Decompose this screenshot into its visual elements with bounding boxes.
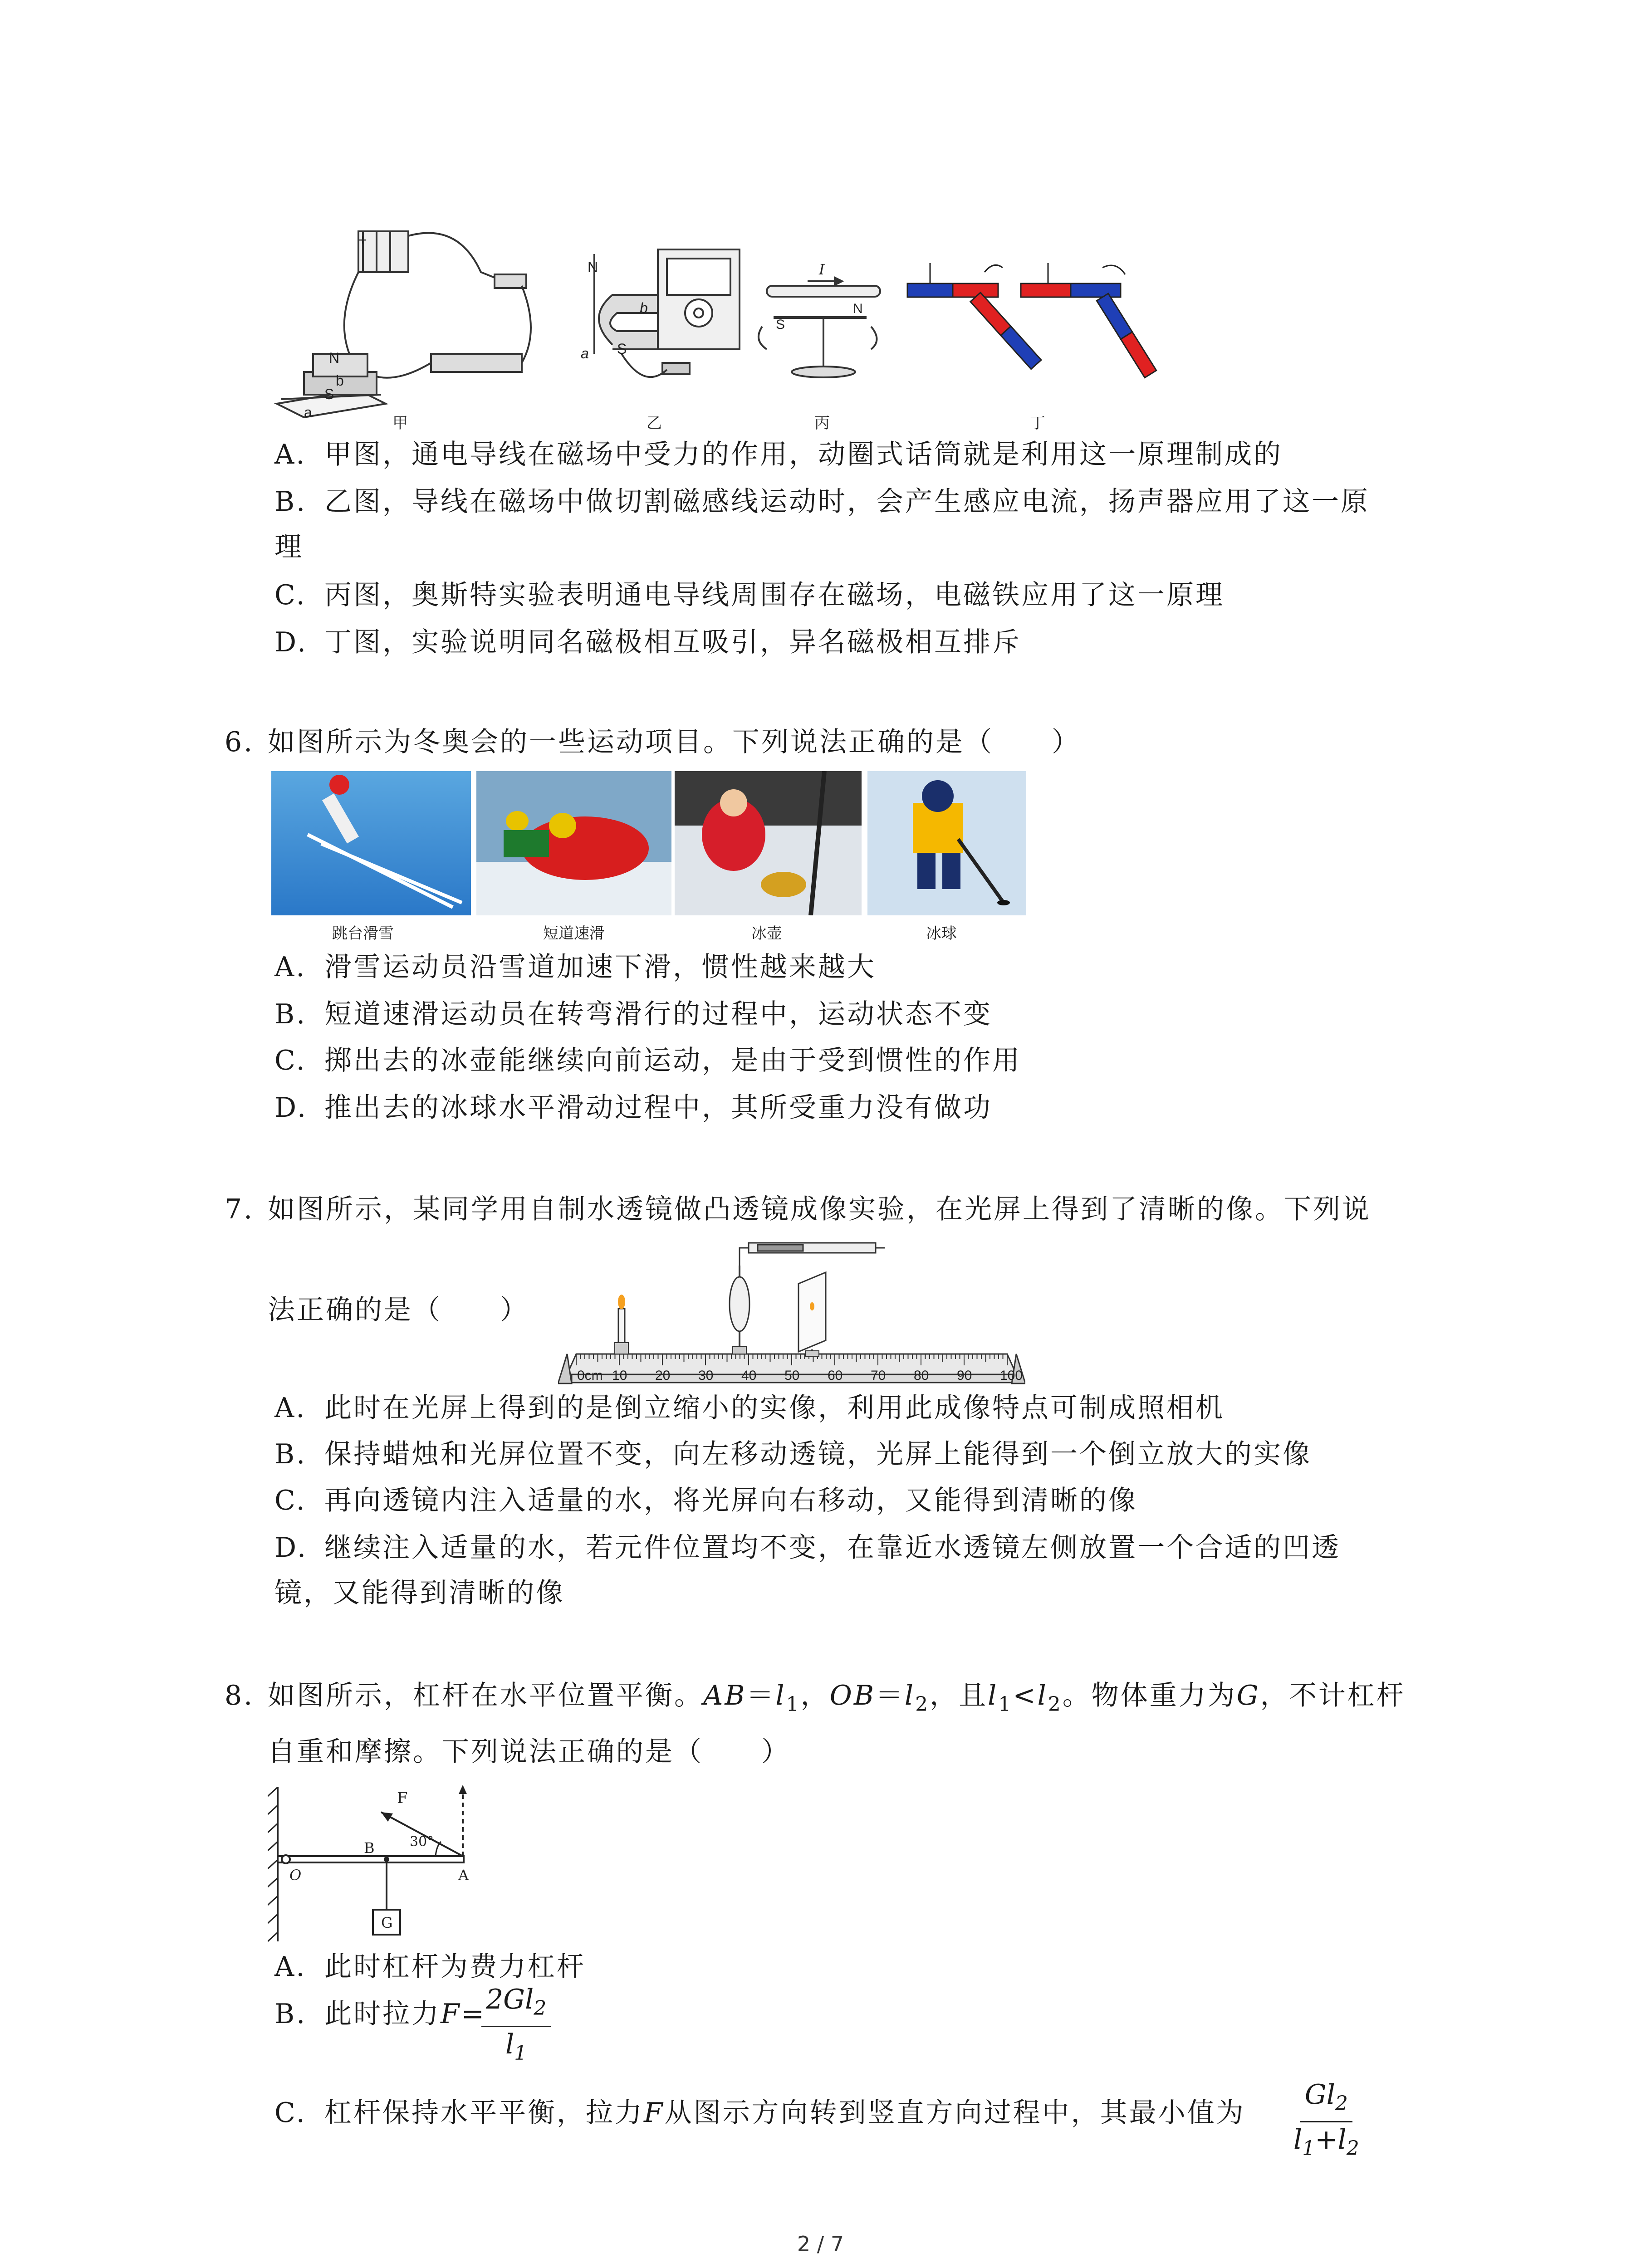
q8-label-G: G xyxy=(381,1914,393,1931)
q7-option-a: A. 此时在光屏上得到的是倒立缩小的实像，利用此成像特点可制成照相机 xyxy=(274,1392,1225,1424)
q5-fig-N-jia: N xyxy=(329,350,340,366)
q5-fig-N-yi: N xyxy=(588,259,598,275)
q5-fig-ding xyxy=(907,263,1156,378)
q5-fig-S-bing: S xyxy=(776,317,785,332)
q8-option-b-fraction: $\frac{2Gl_2}{l_1}$ xyxy=(481,1982,551,2071)
q5-fig-yi xyxy=(594,249,740,377)
q6-photo-caption-1: 跳台滑雪 xyxy=(332,924,394,943)
q8-option-b: B. 此时拉力F= xyxy=(274,1998,486,2030)
q8-label-O: O xyxy=(289,1867,302,1884)
q7-option-d-cont: 镜，又能得到清晰的像 xyxy=(274,1577,565,1609)
q5-option-c: C. 丙图，奥斯特实验表明通电导线周围存在磁场，电磁铁应用了这一原理 xyxy=(274,579,1225,611)
ruler-label: 10 xyxy=(612,1368,627,1383)
q7-candle xyxy=(618,1309,625,1343)
q5-fig-a-yi: a xyxy=(581,345,589,362)
ruler-label: 60 xyxy=(828,1368,843,1383)
q6-photo-ski-jump xyxy=(271,771,471,915)
q7-stem-line1: 7. 如图所示，某同学用自制水透镜做凸透镜成像实验，在光屏上得到了清晰的像。下列说 xyxy=(225,1193,1371,1225)
q6-option-d: D. 推出去的冰球水平滑动过程中，其所受重力没有做功 xyxy=(274,1092,992,1124)
q7-light-screen xyxy=(798,1272,826,1352)
ruler-label: 30 xyxy=(698,1368,714,1383)
q6-option-c: C. 掷出去的冰壶能继续向前运动，是由于受到惯性的作用 xyxy=(274,1045,1021,1076)
q8-option-a: A. 此时杠杆为费力杠杆 xyxy=(274,1951,586,1983)
q7-water-lens xyxy=(730,1277,749,1331)
ruler-label: 50 xyxy=(784,1368,800,1383)
q5-option-d: D. 丁图，实验说明同名磁极相互吸引，异名磁极相互排斥 xyxy=(274,626,1021,658)
q8-point-B-marker xyxy=(384,1857,389,1862)
q6-photo-ice-hockey xyxy=(867,771,1026,915)
q8-option-c-fraction: $\frac{Gl_2}{l_1+l_2}$ xyxy=(1289,2077,1364,2166)
q6-photo-short-track xyxy=(476,771,671,915)
ruler-label: 20 xyxy=(655,1368,671,1383)
ruler-label: 90 xyxy=(957,1368,972,1383)
page-number: 2 / 7 xyxy=(797,2232,844,2256)
q5-fig-S-jia: S xyxy=(324,386,334,402)
ruler-label: 100 xyxy=(1000,1368,1023,1383)
q6-photo-caption-2: 短道速滑 xyxy=(543,924,605,943)
q5-option-a: A. 甲图，通电导线在磁场中受力的作用，动圈式话筒就是利用这一原理制成的 xyxy=(274,439,1283,470)
q6-option-b: B. 短道速滑运动员在转弯滑行的过程中，运动状态不变 xyxy=(274,998,992,1030)
ruler-label: 80 xyxy=(914,1368,929,1383)
q8-label-B: B xyxy=(364,1839,375,1857)
q5-figure xyxy=(268,218,1175,435)
q5-fig-a-jia: a xyxy=(304,404,312,420)
q8-stem-line1: 8. 如图所示，杠杆在水平位置平衡。$AB=l_1$，$OB=l_2$，且$l_1<l_2$。物体重力为G，不计杠杆 xyxy=(225,1680,1406,1716)
q7-stem-line2: 法正确的是（ ） xyxy=(268,1294,529,1326)
q7-option-d: D. 继续注入适量的水，若元件位置均不变，在靠近水透镜左侧放置一个合适的凹透 xyxy=(274,1532,1341,1564)
q5-fig-I: I xyxy=(819,261,825,278)
q5-fig-N-bing: N xyxy=(853,301,863,316)
q8-label-angle: 30° xyxy=(410,1834,434,1850)
q8-option-c: C. 杠杆保持水平平衡，拉力F从图示方向转到竖直方向过程中，其最小值为 xyxy=(274,2097,1245,2129)
q7-option-c: C. 再向透镜内注入适量的水，将光屏向右移动，又能得到清晰的像 xyxy=(274,1485,1137,1516)
q5-fig-plus: + xyxy=(358,232,367,248)
q6-stem: 6. 如图所示为冬奥会的一些运动项目。下列说法正确的是（ ） xyxy=(225,726,1081,758)
q5-option-b: B. 乙图，导线在磁场中做切割磁感线运动时，会产生感应电流，扬声器应用了这一原 xyxy=(274,486,1370,518)
q5-fig-S-yi: S xyxy=(617,341,627,357)
q6-photo-caption-3: 冰壶 xyxy=(751,924,782,943)
q7-option-b: B. 保持蜡烛和光屏位置不变，向左移动透镜，光屏上能得到一个倒立放大的实像 xyxy=(274,1438,1312,1470)
q6-photo-curling xyxy=(675,771,862,915)
q5-fig-jia xyxy=(277,231,531,417)
ruler-label: 40 xyxy=(741,1368,757,1383)
q5-caption-yi: 乙 xyxy=(647,414,662,432)
q5-fig-b-jia: b xyxy=(336,372,344,389)
q5-fig-b-yi: b xyxy=(640,300,648,316)
q8-lever-figure xyxy=(268,1778,504,1950)
ruler-label: 70 xyxy=(871,1368,886,1383)
q6-photo-caption-4: 冰球 xyxy=(926,924,957,943)
q5-caption-ding: 丁 xyxy=(1030,414,1045,432)
q5-caption-bing: 丙 xyxy=(814,414,830,432)
q6-option-a: A. 滑雪运动员沿雪道加速下滑，惯性越来越大 xyxy=(274,951,876,983)
q5-caption-jia: 甲 xyxy=(392,414,408,432)
q5-option-b-cont: 理 xyxy=(274,531,304,563)
q8-stem-line2: 自重和摩擦。下列说法正确的是（ ） xyxy=(268,1736,790,1768)
q8-label-A: A xyxy=(458,1867,469,1884)
ruler-label: 0cm xyxy=(577,1368,603,1383)
q8-label-F: F xyxy=(397,1789,408,1807)
q7-optical-bench xyxy=(558,1234,1025,1393)
